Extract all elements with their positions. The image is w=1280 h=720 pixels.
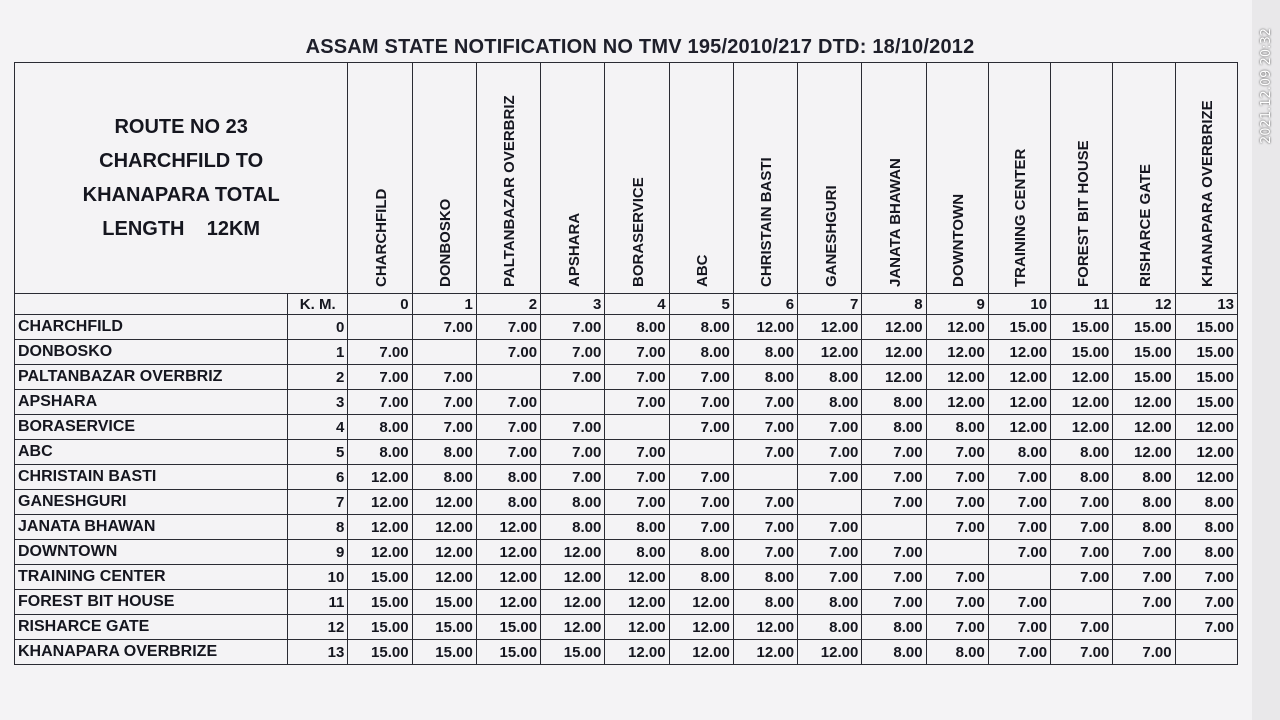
fare-cell: 7.00 (1051, 615, 1113, 640)
row-stop-name: CHRISTAIN BASTI (15, 465, 288, 490)
km-column-value: 10 (988, 294, 1050, 315)
row-stop-name: JANATA BHAWAN (15, 515, 288, 540)
timestamp-text: 2021.12.09 20:32 (1259, 27, 1274, 144)
fare-cell: 7.00 (926, 615, 988, 640)
stop-column-label: ABC (694, 254, 712, 287)
row-km-value: 9 (288, 540, 348, 565)
empty-fare-cell (412, 340, 476, 365)
fare-cell: 8.00 (348, 440, 412, 465)
row-km-value: 6 (288, 465, 348, 490)
fare-cell: 7.00 (412, 390, 476, 415)
stop-column-header (348, 63, 412, 294)
fare-cell: 8.00 (476, 465, 540, 490)
empty-fare-cell (1051, 590, 1113, 615)
fare-cell: 7.00 (541, 440, 605, 465)
stop-column-label: DOWNTOWN (950, 193, 968, 287)
stop-column-label: BORASERVICE (629, 177, 647, 287)
fare-cell: 12.00 (605, 565, 669, 590)
fare-cell: 12.00 (1113, 440, 1175, 465)
empty-fare-cell (862, 515, 926, 540)
fare-cell: 12.00 (1051, 365, 1113, 390)
stop-column-label: DONBOSKO (437, 198, 455, 287)
fare-cell: 12.00 (476, 515, 540, 540)
fare-cell: 7.00 (1051, 540, 1113, 565)
fare-cell: 7.00 (926, 465, 988, 490)
fare-cell: 7.00 (1175, 590, 1237, 615)
fare-cell: 15.00 (1113, 365, 1175, 390)
row-stop-name: PALTANBAZAR OVERBRIZ (15, 365, 288, 390)
fare-cell: 15.00 (476, 615, 540, 640)
stop-column-header (541, 63, 605, 294)
fare-cell: 12.00 (541, 590, 605, 615)
table-row (15, 340, 1238, 365)
fare-cell: 12.00 (1175, 415, 1237, 440)
fare-cell: 8.00 (1113, 515, 1175, 540)
stop-column-label: CHARCHFILD (372, 188, 390, 287)
stop-column-header (669, 63, 733, 294)
fare-cell: 15.00 (1175, 390, 1237, 415)
fare-cell: 15.00 (1175, 315, 1237, 340)
fare-cell: 7.00 (348, 365, 412, 390)
stop-column-label: APSHARA (565, 212, 583, 287)
table-row (15, 490, 1238, 515)
fare-cell: 12.00 (798, 340, 862, 365)
fare-cell: 7.00 (412, 365, 476, 390)
fare-cell: 8.00 (926, 640, 988, 665)
fare-cell: 8.00 (1113, 490, 1175, 515)
empty-fare-cell (1175, 640, 1237, 665)
empty-fare-cell (541, 390, 605, 415)
row-stop-name: RISHARCE GATE (15, 615, 288, 640)
row-stop-name: KHANAPARA OVERBRIZE (15, 640, 288, 665)
row-km-value: 0 (288, 315, 348, 340)
stop-column-label: JANATA BHAWAN (886, 158, 904, 287)
fare-cell: 8.00 (1175, 515, 1237, 540)
fare-cell: 8.00 (669, 340, 733, 365)
fare-cell: 15.00 (1051, 315, 1113, 340)
fare-cell: 12.00 (926, 390, 988, 415)
fare-cell: 12.00 (348, 465, 412, 490)
fare-cell: 12.00 (476, 565, 540, 590)
fare-cell: 7.00 (733, 490, 797, 515)
fare-cell: 7.00 (862, 465, 926, 490)
empty-fare-cell (733, 465, 797, 490)
stop-column-header (926, 63, 988, 294)
empty-fare-cell (669, 440, 733, 465)
table-row (15, 540, 1238, 565)
corner-blank (15, 294, 288, 315)
fare-cell: 12.00 (733, 615, 797, 640)
fare-cell: 8.00 (476, 490, 540, 515)
fare-cell: 7.00 (798, 515, 862, 540)
notification-title: ASSAM STATE NOTIFICATION NO TMV 195/2010/217 DTD: 18/10/2012 (305, 36, 975, 58)
fare-cell: 8.00 (926, 415, 988, 440)
fare-cell: 12.00 (605, 590, 669, 615)
fare-cell: 7.00 (1113, 590, 1175, 615)
stop-column-header (733, 63, 797, 294)
fare-cell: 7.00 (476, 315, 540, 340)
km-column-value: 9 (926, 294, 988, 315)
fare-cell: 7.00 (605, 390, 669, 415)
fare-cell: 8.00 (733, 590, 797, 615)
fare-cell: 7.00 (669, 390, 733, 415)
fare-cell: 12.00 (605, 640, 669, 665)
fare-cell: 7.00 (412, 415, 476, 440)
km-column-value: 1 (412, 294, 476, 315)
stop-column-label: RISHARCE GATE (1136, 163, 1154, 287)
fare-cell: 8.00 (348, 415, 412, 440)
fare-cell: 12.00 (476, 590, 540, 615)
km-column-value: 8 (862, 294, 926, 315)
row-km-value: 12 (288, 615, 348, 640)
stop-column-header (476, 63, 540, 294)
fare-cell: 8.00 (1113, 465, 1175, 490)
empty-fare-cell (988, 565, 1050, 590)
row-km-value: 5 (288, 440, 348, 465)
fare-cell: 15.00 (348, 590, 412, 615)
fare-cell: 8.00 (798, 365, 862, 390)
fare-cell: 8.00 (862, 615, 926, 640)
row-km-value: 3 (288, 390, 348, 415)
table-row (15, 515, 1238, 540)
fare-cell: 8.00 (862, 415, 926, 440)
route-line: CHARCHFILD TO (99, 150, 264, 172)
fare-cell: 12.00 (798, 640, 862, 665)
row-stop-name: GANESHGURI (15, 490, 288, 515)
fare-cell: 7.00 (988, 515, 1050, 540)
fare-cell: 7.00 (476, 440, 540, 465)
fare-cell: 12.00 (733, 315, 797, 340)
row-km-value: 13 (288, 640, 348, 665)
fare-cell: 8.00 (733, 340, 797, 365)
fare-cell: 8.00 (798, 615, 862, 640)
fare-cell: 12.00 (348, 515, 412, 540)
fare-cell: 8.00 (798, 590, 862, 615)
fare-cell: 8.00 (1051, 440, 1113, 465)
fare-cell: 8.00 (669, 540, 733, 565)
fare-cell: 8.00 (605, 515, 669, 540)
fare-cell: 7.00 (733, 540, 797, 565)
empty-fare-cell (926, 540, 988, 565)
fare-cell: 7.00 (541, 340, 605, 365)
fare-cell: 15.00 (1113, 340, 1175, 365)
fare-cell: 7.00 (348, 340, 412, 365)
fare-cell: 7.00 (988, 540, 1050, 565)
fare-cell: 7.00 (988, 590, 1050, 615)
empty-fare-cell (476, 365, 540, 390)
stop-column-header (605, 63, 669, 294)
table-row (15, 365, 1238, 390)
fare-cell: 7.00 (605, 440, 669, 465)
row-stop-name: ABC (15, 440, 288, 465)
km-column-value: 13 (1175, 294, 1237, 315)
km-column-value: 11 (1051, 294, 1113, 315)
empty-fare-cell (348, 315, 412, 340)
fare-cell: 12.00 (348, 540, 412, 565)
fare-cell: 8.00 (862, 640, 926, 665)
fare-cell: 12.00 (669, 615, 733, 640)
km-column-value: 3 (541, 294, 605, 315)
fare-cell: 12.00 (1113, 390, 1175, 415)
fare-cell: 7.00 (988, 615, 1050, 640)
fare-cell: 12.00 (798, 315, 862, 340)
fare-cell: 15.00 (1051, 340, 1113, 365)
fare-cell: 12.00 (988, 365, 1050, 390)
km-column-value: 6 (733, 294, 797, 315)
fare-cell: 7.00 (862, 440, 926, 465)
table-row (15, 415, 1238, 440)
fare-cell: 12.00 (412, 515, 476, 540)
stop-column-label: FOREST BIT HOUSE (1074, 140, 1092, 287)
fare-cell: 15.00 (541, 640, 605, 665)
fare-cell: 8.00 (798, 390, 862, 415)
fare-cell: 12.00 (1175, 440, 1237, 465)
fare-cell: 8.00 (862, 390, 926, 415)
fare-cell: 7.00 (412, 315, 476, 340)
fare-cell: 8.00 (733, 365, 797, 390)
fare-cell: 8.00 (1175, 490, 1237, 515)
fare-cell: 15.00 (412, 640, 476, 665)
fare-cell: 12.00 (988, 340, 1050, 365)
fare-cell: 8.00 (669, 565, 733, 590)
fare-cell: 15.00 (1175, 340, 1237, 365)
stop-column-label: CHRISTAIN BASTI (758, 157, 776, 287)
fare-cell: 15.00 (1113, 315, 1175, 340)
table-row (15, 615, 1238, 640)
fare-cell: 12.00 (926, 315, 988, 340)
stop-column-header (862, 63, 926, 294)
stop-column-label: PALTANBAZAR OVERBRIZ (501, 95, 519, 287)
fare-cell: 8.00 (412, 465, 476, 490)
stop-column-header (798, 63, 862, 294)
fare-cell: 7.00 (669, 490, 733, 515)
km-column-value: 2 (476, 294, 540, 315)
fare-cell: 8.00 (733, 565, 797, 590)
fare-cell: 8.00 (988, 440, 1050, 465)
fare-cell: 7.00 (669, 365, 733, 390)
fare-cell: 7.00 (1175, 615, 1237, 640)
fare-cell: 7.00 (988, 640, 1050, 665)
fare-cell: 12.00 (1051, 415, 1113, 440)
fare-cell: 12.00 (862, 365, 926, 390)
row-km-value: 1 (288, 340, 348, 365)
fare-cell: 7.00 (733, 440, 797, 465)
fare-cell: 12.00 (476, 540, 540, 565)
fare-cell: 7.00 (733, 515, 797, 540)
km-column-value: 5 (669, 294, 733, 315)
fare-cell: 12.00 (988, 390, 1050, 415)
fare-cell: 8.00 (1051, 465, 1113, 490)
stop-column-label: TRAINING CENTER (1012, 148, 1030, 287)
km-column-value: 0 (348, 294, 412, 315)
fare-cell: 7.00 (541, 465, 605, 490)
fare-cell: 7.00 (1051, 515, 1113, 540)
fare-cell: 15.00 (348, 640, 412, 665)
fare-cell: 7.00 (862, 540, 926, 565)
empty-fare-cell (1113, 615, 1175, 640)
row-stop-name: CHARCHFILD (15, 315, 288, 340)
row-km-value: 10 (288, 565, 348, 590)
fare-cell: 12.00 (541, 565, 605, 590)
fare-cell: 7.00 (926, 515, 988, 540)
fare-cell: 7.00 (605, 490, 669, 515)
stop-column-header (988, 63, 1050, 294)
fare-cell: 7.00 (669, 465, 733, 490)
fare-cell: 12.00 (862, 315, 926, 340)
row-stop-name: TRAINING CENTER (15, 565, 288, 590)
row-km-value: 4 (288, 415, 348, 440)
fare-cell: 7.00 (476, 415, 540, 440)
table-row (15, 590, 1238, 615)
fare-cell: 15.00 (412, 615, 476, 640)
route-line: KHANAPARA TOTAL (82, 184, 280, 206)
fare-cell: 8.00 (1175, 540, 1237, 565)
fare-cell: 15.00 (348, 565, 412, 590)
fare-cell: 12.00 (1051, 390, 1113, 415)
fare-cell: 8.00 (541, 490, 605, 515)
fare-cell: 7.00 (926, 440, 988, 465)
fare-cell: 7.00 (798, 565, 862, 590)
fare-cell: 7.00 (541, 365, 605, 390)
fare-cell: 12.00 (926, 340, 988, 365)
fare-cell: 7.00 (348, 390, 412, 415)
fare-cell: 15.00 (412, 590, 476, 615)
fare-cell: 12.00 (541, 540, 605, 565)
fare-cell: 12.00 (541, 615, 605, 640)
fare-cell: 12.00 (1113, 415, 1175, 440)
fare-cell: 7.00 (541, 315, 605, 340)
row-km-value: 8 (288, 515, 348, 540)
fare-cell: 7.00 (541, 415, 605, 440)
fare-cell: 7.00 (669, 515, 733, 540)
fare-cell: 7.00 (1113, 540, 1175, 565)
fare-cell: 12.00 (669, 640, 733, 665)
fare-cell: 12.00 (862, 340, 926, 365)
fare-cell: 7.00 (733, 390, 797, 415)
table-row (15, 640, 1238, 665)
fare-cell: 12.00 (733, 640, 797, 665)
route-line: ROUTE NO 23 (114, 116, 248, 138)
fare-cell: 12.00 (669, 590, 733, 615)
fare-cell: 12.00 (412, 490, 476, 515)
fare-cell: 7.00 (988, 490, 1050, 515)
empty-fare-cell (605, 415, 669, 440)
row-km-value: 7 (288, 490, 348, 515)
fare-cell: 7.00 (798, 440, 862, 465)
table-row (15, 565, 1238, 590)
fare-cell: 7.00 (1175, 565, 1237, 590)
fare-cell: 7.00 (798, 540, 862, 565)
fare-cell: 7.00 (862, 565, 926, 590)
fare-cell: 8.00 (541, 515, 605, 540)
fare-cell: 7.00 (862, 590, 926, 615)
km-header-row (15, 294, 1238, 315)
row-km-value: 2 (288, 365, 348, 390)
row-stop-name: APSHARA (15, 390, 288, 415)
fare-cell: 8.00 (605, 315, 669, 340)
row-stop-name: BORASERVICE (15, 415, 288, 440)
row-stop-name: DOWNTOWN (15, 540, 288, 565)
route-line: LENGTH 12KM (102, 218, 261, 240)
table-row (15, 465, 1238, 490)
km-column-value: 12 (1113, 294, 1175, 315)
fare-cell: 7.00 (1051, 490, 1113, 515)
fare-cell: 7.00 (476, 340, 540, 365)
row-km-value: 11 (288, 590, 348, 615)
stop-column-header (1113, 63, 1175, 294)
fare-table (14, 62, 1238, 665)
table-row (15, 315, 1238, 340)
fare-cell: 7.00 (605, 465, 669, 490)
fare-cell: 8.00 (412, 440, 476, 465)
km-column-value: 7 (798, 294, 862, 315)
fare-cell: 12.00 (1175, 465, 1237, 490)
fare-cell: 12.00 (926, 365, 988, 390)
fare-cell: 7.00 (798, 415, 862, 440)
km-label: K. M. (288, 294, 348, 315)
fare-cell: 7.00 (476, 390, 540, 415)
fare-cell: 7.00 (862, 490, 926, 515)
fare-cell: 15.00 (348, 615, 412, 640)
fare-cell: 12.00 (412, 565, 476, 590)
fare-cell: 7.00 (1051, 640, 1113, 665)
km-column-value: 4 (605, 294, 669, 315)
fare-table-body (15, 63, 1238, 665)
fare-cell: 7.00 (926, 490, 988, 515)
fare-cell: 15.00 (1175, 365, 1237, 390)
table-row (15, 440, 1238, 465)
stop-column-header (412, 63, 476, 294)
stop-column-header (1175, 63, 1237, 294)
fare-cell: 12.00 (348, 490, 412, 515)
fare-cell: 7.00 (1113, 565, 1175, 590)
fare-cell: 7.00 (926, 565, 988, 590)
stop-column-label: KHANAPARA OVERBRIZE (1199, 100, 1217, 287)
fare-cell: 12.00 (605, 615, 669, 640)
fare-cell: 7.00 (798, 465, 862, 490)
stop-column-header (1051, 63, 1113, 294)
route-info (15, 63, 348, 294)
fare-cell: 15.00 (476, 640, 540, 665)
row-stop-name: DONBOSKO (15, 340, 288, 365)
fare-cell: 7.00 (1113, 640, 1175, 665)
fare-cell: 7.00 (926, 590, 988, 615)
fare-cell: 7.00 (605, 365, 669, 390)
fare-cell: 7.00 (988, 465, 1050, 490)
empty-fare-cell (798, 490, 862, 515)
fare-cell: 15.00 (988, 315, 1050, 340)
stop-header-row (15, 63, 1238, 294)
fare-cell: 12.00 (988, 415, 1050, 440)
fare-cell: 7.00 (1051, 565, 1113, 590)
fare-cell: 8.00 (605, 540, 669, 565)
photo-timestamp (1256, 4, 1276, 144)
fare-cell: 7.00 (605, 340, 669, 365)
fare-cell: 8.00 (669, 315, 733, 340)
stop-column-label: GANESHGURI (822, 185, 840, 287)
row-stop-name: FOREST BIT HOUSE (15, 590, 288, 615)
fare-cell: 12.00 (412, 540, 476, 565)
fare-cell: 7.00 (733, 415, 797, 440)
table-row (15, 390, 1238, 415)
fare-cell: 7.00 (669, 415, 733, 440)
